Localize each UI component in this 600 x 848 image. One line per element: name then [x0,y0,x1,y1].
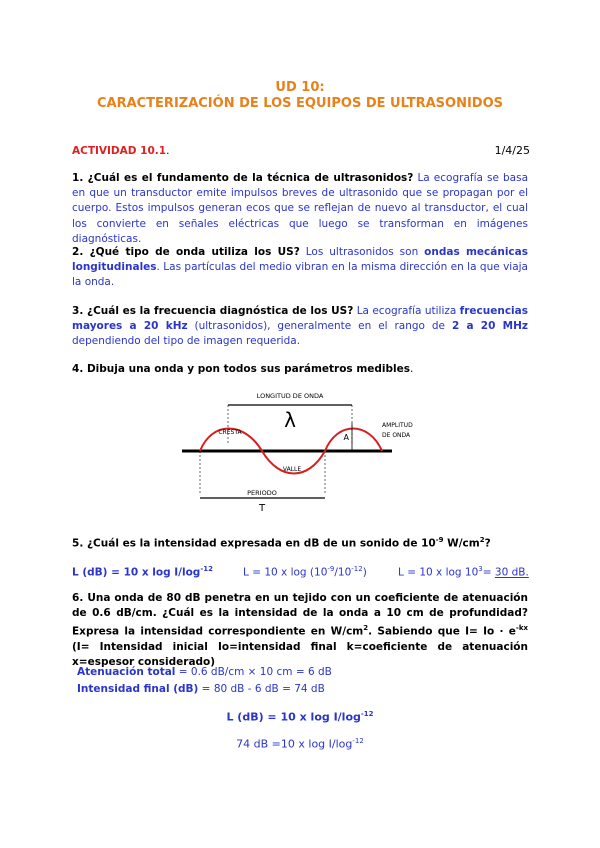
question-2: 2. ¿Qué tipo de onda utiliza los US? Los ultrasonidos son ondas mecánicas longitudinales. Las partículas del medio vibran en la misma dirección en la que viaja la onda. [72,246,528,289]
q6-formula: L (dB) = 10 x $\log I/\log^{-12}$ [226,710,374,724]
amplitude-label-1: AMPLITUD [382,422,413,429]
valley-label: VALLE [282,466,302,473]
q5-formula: L (dB) = 10 x $\log I/\log^{-12}$ [72,565,213,579]
amplitude-symbol: A [343,433,349,442]
question-3: 3. ¿Cuál es la frecuencia diagnóstica de los US? La ecografía utiliza frecuencias mayores a 20 kHz (ultrasonidos), generalmente en el rango de 2 a 20 MHz dependiendo del tipo de imagen requerida. [72,305,528,348]
activity-date: 1/4/25 [494,144,530,157]
amplitude-label-2: DE ONDA [382,432,411,439]
wave-diagram [170,385,430,515]
question-5: 5. ¿Cuál es la intensidad expresada en dB de un sonido de $10^{-9}$ $W/cm^2$? [72,536,491,550]
q5-step-1: L = 10 x $\log (10^{-9}/10^{-12})$ [243,565,367,579]
period-label: PERIODO [247,489,277,497]
unit-heading: UD 10: [275,80,325,95]
activity-label: ACTIVIDAD 10.1. [72,145,170,157]
crest-label: CRESTA [218,429,242,436]
period-symbol: T [258,503,266,514]
lambda-symbol: λ [284,408,296,432]
question-1: 1. ¿Cuál es el fundamento de la técnica de ultrasonidos? La ecografía se basa en que un transductor emite impulsos breves de ultrasonido que se propagan por el cuerpo. Estos impulsos generan ecos que se reflejan de nuevo al transductor, el cual los convierte en señales eléctricas que luego se transforman en imágenes diagnósticas. [72,172,528,245]
total-attenuation: Atenuación total = 0.6 dB/cm × 10 cm = 6 dB [77,666,332,678]
q6-equation: 74 dB =10 x $\log I/\log^{-12}$ [236,737,364,751]
q5-result: 30 dB. [494,566,529,579]
wavelength-label: LONGITUD DE ONDA [256,392,324,400]
question-6: 6. Una onda de 80 dB penetra en un tejido con un coeficiente de atenuación de 0.6 dB/cm. ¿Cuál es la intensidad de la onda a 10 cm de profundidad? Expresa la intensidad correspondiente en $W/cm^2$. Sabiendo que $I= Io \cdot e^{-kx}$ (I= Intensidad inicial Io=intensidad final k=coeficiente de atenuación x=espesor considerado) [72,592,528,669]
final-intensity: Intensidad final (dB) = 80 dB - 6 dB = 74 dB [77,683,325,695]
page-title: CARACTERIZACIÓN DE LOS EQUIPOS DE ULTRASONIDOS [96,96,504,111]
question-4: 4. Dibuja una onda y pon todos sus parámetros medibles. [72,363,414,375]
q5-step-2: L = 10 x $\log 10^3= 30$ dB. [398,565,529,579]
